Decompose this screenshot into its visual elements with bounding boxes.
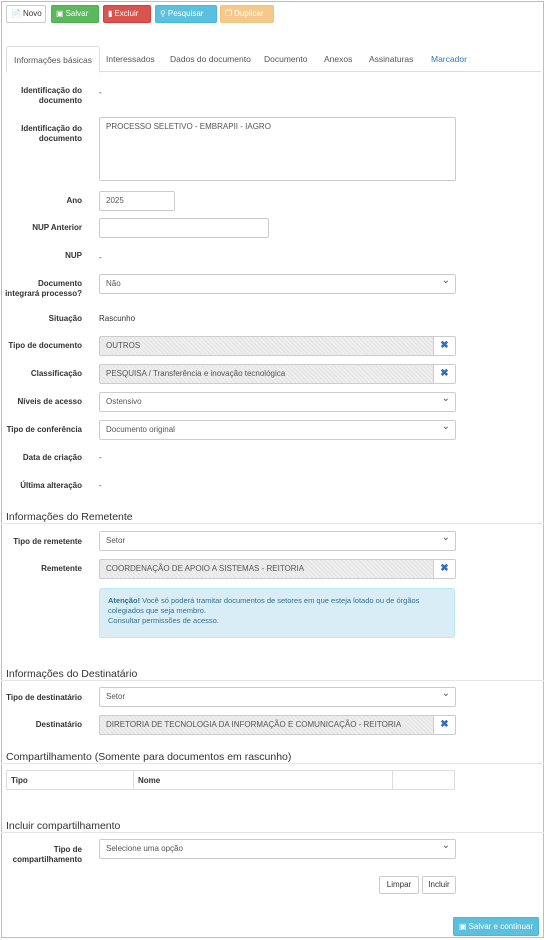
remetente-section-title: Informações do Remetente bbox=[6, 511, 133, 523]
nup-label: NUP bbox=[65, 251, 82, 260]
tab-marcador[interactable]: Marcador bbox=[431, 54, 467, 64]
search-icon: ⚲ bbox=[160, 9, 166, 18]
column-separator bbox=[133, 771, 134, 789]
divider bbox=[1, 832, 544, 833]
tab-documento[interactable]: Documento bbox=[264, 54, 308, 64]
niveis-select[interactable]: Ostensivo ⌄ bbox=[99, 392, 456, 412]
criacao-value: - bbox=[99, 453, 102, 462]
search-button[interactable]: ⚲ Pesquisar bbox=[155, 5, 217, 23]
ident2-label: Identificação do documento bbox=[21, 124, 82, 143]
save-button[interactable]: ▣ Salvar bbox=[51, 5, 99, 23]
integrara-select[interactable]: Não ⌄ bbox=[99, 274, 456, 294]
ident-label: Identificação do documento bbox=[21, 86, 82, 105]
trash-icon: ▮ bbox=[108, 9, 113, 18]
situacao-label: Situação bbox=[48, 314, 82, 323]
column-separator bbox=[392, 771, 393, 789]
nup-anterior-input[interactable] bbox=[99, 218, 269, 238]
tab-bar bbox=[6, 46, 541, 72]
ident-value: - bbox=[99, 88, 102, 97]
compartilhamento-section-title: Compartilhamento (Somente para documentos em rascunho) bbox=[6, 751, 292, 763]
copy-icon: ❐ bbox=[225, 9, 233, 18]
floppy-icon: ▣ bbox=[458, 922, 469, 931]
destinatario-label: Destinatário bbox=[35, 720, 82, 729]
tab-anexos[interactable]: Anexos bbox=[324, 54, 353, 64]
classificacao-field[interactable]: PESQUISA / Transferência e inovação tecnológica bbox=[99, 364, 434, 384]
tipo-doc-label: Tipo de documento bbox=[8, 341, 82, 350]
delete-button[interactable]: ▮ Excluir bbox=[103, 5, 151, 23]
divider bbox=[1, 680, 544, 681]
tab-assinaturas[interactable]: Assinaturas bbox=[369, 54, 414, 64]
include-button[interactable]: Incluir bbox=[422, 876, 456, 894]
divider bbox=[1, 523, 544, 524]
ano-input[interactable]: 2025 bbox=[99, 191, 175, 211]
destinatario-section-title: Informações do Destinatário bbox=[6, 668, 138, 680]
nup-value: - bbox=[99, 253, 102, 262]
tab-interessados[interactable]: Interessados bbox=[106, 54, 155, 64]
sharing-table-header bbox=[6, 770, 455, 790]
close-icon: ✖ bbox=[440, 368, 449, 379]
ident-textarea[interactable]: PROCESSO SELETIVO - EMBRAPII - IAGRO bbox=[99, 117, 456, 181]
tipo-destinatario-select[interactable]: Setor ⌄ bbox=[99, 687, 456, 707]
clear-classificacao-button[interactable] bbox=[434, 364, 456, 384]
tipo-compartilhamento-label: Tipo de compartilhamento bbox=[12, 845, 82, 864]
new-button[interactable]: 📄 Novo bbox=[6, 5, 46, 23]
tipo-destinatario-label: Tipo de destinatário bbox=[6, 693, 82, 702]
clear-tipo-doc-button[interactable] bbox=[434, 336, 456, 356]
clear-destinatario-button[interactable] bbox=[434, 715, 456, 735]
clear-remetente-button[interactable] bbox=[434, 559, 456, 579]
ano-label: Ano bbox=[66, 196, 82, 205]
incluir-section-title: Incluir compartilhamento bbox=[6, 820, 121, 832]
integrara-label: Documento integrará processo? bbox=[5, 279, 82, 298]
floppy-icon: ▣ bbox=[56, 9, 64, 18]
remetente-label: Remetente bbox=[41, 564, 82, 573]
col-tipo: Tipo bbox=[11, 776, 28, 785]
col-nome: Nome bbox=[138, 776, 161, 785]
clear-button[interactable]: Limpar bbox=[379, 876, 419, 894]
tipo-remetente-select[interactable]: Setor ⌄ bbox=[99, 531, 456, 551]
duplicate-button[interactable]: ❐ Duplicar bbox=[220, 5, 274, 23]
tipo-remetente-label: Tipo de remetente bbox=[13, 537, 82, 546]
save-and-continue-button[interactable]: ▣ Salvar e continuar bbox=[453, 917, 539, 936]
tab-informacoes-basicas[interactable]: Informações básicas bbox=[6, 46, 100, 73]
close-icon: ✖ bbox=[440, 340, 449, 351]
classificacao-label: Classificação bbox=[30, 369, 82, 378]
divider bbox=[1, 763, 544, 764]
access-alert: Atenção! Você só poderá tramitar documentos de setores em que esteja lotado ou de órgãos colegiados que seja membro. Consultar permissões de acesso. bbox=[99, 588, 455, 638]
nup-anterior-label: NUP Anterior bbox=[32, 223, 82, 232]
close-icon: ✖ bbox=[440, 719, 449, 730]
tab-dados-do-documento[interactable]: Dados do documento bbox=[170, 54, 251, 64]
conferencia-label: Tipo de conferência bbox=[6, 425, 82, 434]
alteracao-value: - bbox=[99, 481, 102, 490]
conferencia-select[interactable]: Documento original ⌄ bbox=[99, 420, 456, 440]
tipo-doc-field[interactable]: OUTROS bbox=[99, 336, 434, 356]
close-icon: ✖ bbox=[440, 563, 449, 574]
permissions-link[interactable]: Consultar permissões de acesso. bbox=[108, 616, 219, 625]
criacao-label: Data de criação bbox=[22, 453, 82, 462]
niveis-label: Níveis de acesso bbox=[17, 397, 82, 406]
file-icon: 📄 bbox=[11, 9, 21, 18]
destinatario-field[interactable]: DIRETORIA DE TECNOLOGIA DA INFORMAÇÃO E COMUNICAÇÃO - REITORIA bbox=[99, 715, 434, 735]
remetente-field[interactable]: COORDENAÇÃO DE APOIO A SISTEMAS - REITORIA bbox=[99, 559, 434, 579]
alteracao-label: Última alteração bbox=[20, 481, 82, 490]
situacao-value: Rascunho bbox=[99, 314, 136, 323]
tipo-compartilhamento-select[interactable]: Selecione uma opção ⌄ bbox=[99, 839, 456, 859]
